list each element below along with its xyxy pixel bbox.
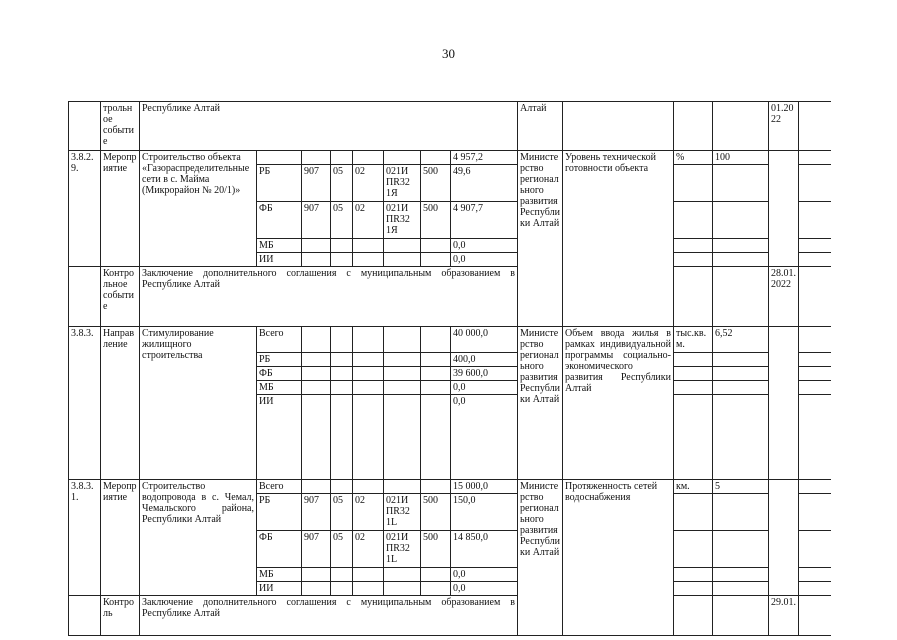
- cell-unit: [674, 531, 713, 568]
- cell-indicator: Протяженность сетей водоснабжения: [563, 480, 674, 636]
- cell-value: 6,52: [713, 327, 769, 353]
- cell-note: [799, 395, 832, 480]
- cell-unit: [674, 395, 713, 480]
- cell-unit: [674, 165, 713, 202]
- table-row: [69, 327, 832, 353]
- cell-value: [713, 494, 769, 531]
- cell-note: [799, 267, 832, 327]
- cell-note: [799, 353, 832, 367]
- cell-grbs: [302, 151, 331, 165]
- cell-src: Всего: [257, 480, 302, 494]
- cell-rz: [331, 239, 353, 253]
- table-row: [69, 151, 832, 165]
- cell-date: 28.01.2022: [769, 267, 799, 327]
- cell-src: ФБ: [257, 531, 302, 568]
- cell-vr: [421, 480, 451, 494]
- cell-unit: [674, 596, 713, 636]
- cell-num: 3.8.3.1.: [69, 480, 101, 596]
- cell-note: [799, 165, 832, 202]
- cell-src: РБ: [257, 165, 302, 202]
- cell-note: [799, 367, 832, 381]
- cell-vr: [421, 582, 451, 596]
- cell-note: [799, 239, 832, 253]
- table-row: [69, 596, 832, 636]
- cell-rz: [331, 367, 353, 381]
- cell-rz: 05: [331, 531, 353, 568]
- cell-rz: [331, 327, 353, 353]
- cell-type: трольное событие: [101, 102, 140, 151]
- cell-type: Мероприятие: [101, 151, 140, 267]
- cell-pr: [353, 327, 384, 353]
- cell-amount: 400,0: [451, 353, 518, 367]
- cell-grbs: 907: [302, 202, 331, 239]
- cell-unit: %: [674, 151, 713, 165]
- cell-pr: 02: [353, 202, 384, 239]
- cell-type: Контроль: [101, 596, 140, 636]
- cell-amount: 0,0: [451, 395, 518, 480]
- cell-date: [769, 151, 799, 267]
- cell-name: Строительство водопровода в с. Чемал, Чемальского района, Республики Алтай: [140, 480, 257, 596]
- cell-name: Республике Алтай: [140, 102, 518, 151]
- cell-pr: [353, 367, 384, 381]
- cell-value: [713, 367, 769, 381]
- cell-csr: [384, 151, 421, 165]
- cell-amount: 49,6: [451, 165, 518, 202]
- cell-value: [713, 239, 769, 253]
- cell-vr: 500: [421, 202, 451, 239]
- cell-rz: 05: [331, 165, 353, 202]
- cell-src: ИИ: [257, 582, 302, 596]
- cell-unit: [674, 367, 713, 381]
- cell-rz: [331, 582, 353, 596]
- cell-rz: [331, 480, 353, 494]
- cell-rz: [331, 353, 353, 367]
- cell-unit: [674, 102, 713, 151]
- cell-value: [713, 267, 769, 327]
- cell-pr: 02: [353, 494, 384, 531]
- cell-amount: 14 850,0: [451, 531, 518, 568]
- cell-src: ИИ: [257, 395, 302, 480]
- cell-src: МБ: [257, 239, 302, 253]
- cell-csr: [384, 239, 421, 253]
- cell-date: 01.2022: [769, 102, 799, 151]
- cell-src: РБ: [257, 353, 302, 367]
- cell-src: [257, 151, 302, 165]
- cell-grbs: [302, 381, 331, 395]
- cell-value: [713, 582, 769, 596]
- cell-csr: [384, 253, 421, 267]
- cell-csr: [384, 582, 421, 596]
- cell-rz: 05: [331, 202, 353, 239]
- cell-src: МБ: [257, 381, 302, 395]
- cell-note: [799, 253, 832, 267]
- cell-responsible: Министерство регионального развития Республики Алтай: [518, 327, 563, 480]
- cell-src: РБ: [257, 494, 302, 531]
- cell-grbs: [302, 367, 331, 381]
- table-row: [69, 102, 832, 151]
- cell-csr: [384, 381, 421, 395]
- cell-amount: 0,0: [451, 381, 518, 395]
- cell-vr: 500: [421, 494, 451, 531]
- cell-csr: [384, 568, 421, 582]
- cell-note: [799, 494, 832, 531]
- cell-value: [713, 381, 769, 395]
- cell-pr: 02: [353, 531, 384, 568]
- cell-amount: 0,0: [451, 253, 518, 267]
- cell-unit: [674, 381, 713, 395]
- cell-value: [713, 202, 769, 239]
- cell-value: [713, 102, 769, 151]
- cell-indicator: Объем ввода жилья в рамках индивидуальной программы социально-экономического развития Республики Алтай: [563, 327, 674, 480]
- cell-csr: [384, 395, 421, 480]
- cell-grbs: [302, 568, 331, 582]
- cell-unit: км.: [674, 480, 713, 494]
- cell-src: ФБ: [257, 367, 302, 381]
- cell-vr: [421, 239, 451, 253]
- cell-amount: 39 600,0: [451, 367, 518, 381]
- cell-pr: [353, 582, 384, 596]
- cell-amount: 4 907,7: [451, 202, 518, 239]
- cell-csr: [384, 353, 421, 367]
- cell-pr: [353, 568, 384, 582]
- cell-vr: 500: [421, 165, 451, 202]
- cell-unit: [674, 353, 713, 367]
- cell-grbs: [302, 353, 331, 367]
- cell-unit: [674, 568, 713, 582]
- cell-grbs: [302, 395, 331, 480]
- cell-name: Заключение дополнительного соглашения с муниципальным образованием в Республике Алтай: [140, 596, 518, 636]
- cell-src: МБ: [257, 568, 302, 582]
- cell-rz: [331, 253, 353, 267]
- cell-note: [799, 102, 832, 151]
- cell-grbs: 907: [302, 531, 331, 568]
- cell-note: [799, 151, 832, 165]
- cell-num: [69, 267, 101, 327]
- cell-src: ИИ: [257, 253, 302, 267]
- cell-pr: [353, 239, 384, 253]
- cell-value: [713, 596, 769, 636]
- page-number: 30: [442, 46, 455, 61]
- cell-name: Заключение дополнительного соглашения с муниципальным образованием в Республике Алтай: [140, 267, 518, 327]
- cell-csr: 021И ПR32 1Я: [384, 202, 421, 239]
- cell-grbs: [302, 582, 331, 596]
- cell-csr: 021И ПR32 1L: [384, 531, 421, 568]
- cell-date: [769, 480, 799, 596]
- cell-pr: [353, 353, 384, 367]
- cell-grbs: [302, 239, 331, 253]
- cell-note: [799, 381, 832, 395]
- cell-value: 5: [713, 480, 769, 494]
- cell-num: 3.8.2.9.: [69, 151, 101, 267]
- cell-name: Строительство объекта «Газораспределительные сети в с. Майма (Микрорайон № 20/1)»: [140, 151, 257, 267]
- program-table: [68, 101, 831, 636]
- cell-csr: [384, 327, 421, 353]
- cell-num: 3.8.3.: [69, 327, 101, 480]
- cell-amount: 15 000,0: [451, 480, 518, 494]
- cell-rz: 05: [331, 494, 353, 531]
- cell-rz: [331, 568, 353, 582]
- cell-type: Мероприятие: [101, 480, 140, 596]
- cell-unit: [674, 582, 713, 596]
- cell-rz: [331, 395, 353, 480]
- cell-unit: [674, 494, 713, 531]
- cell-value: [713, 531, 769, 568]
- cell-responsible: Министерство регионального развития Республики Алтай: [518, 480, 563, 636]
- cell-note: [799, 202, 832, 239]
- cell-note: [799, 582, 832, 596]
- cell-grbs: [302, 253, 331, 267]
- cell-unit: [674, 267, 713, 327]
- program-table-container: [68, 101, 831, 640]
- cell-grbs: [302, 327, 331, 353]
- cell-unit: [674, 239, 713, 253]
- cell-note: [799, 327, 832, 353]
- cell-amount: 0,0: [451, 582, 518, 596]
- cell-type: Направление: [101, 327, 140, 480]
- cell-amount: 150,0: [451, 494, 518, 531]
- cell-note: [799, 568, 832, 582]
- cell-vr: [421, 568, 451, 582]
- cell-date: 29.01.: [769, 596, 799, 636]
- cell-vr: [421, 353, 451, 367]
- cell-date: [769, 327, 799, 480]
- cell-csr: 021И ПR32 1Я: [384, 165, 421, 202]
- cell-pr: 02: [353, 165, 384, 202]
- cell-vr: 500: [421, 531, 451, 568]
- cell-pr: [353, 253, 384, 267]
- cell-value: [713, 568, 769, 582]
- cell-rz: [331, 381, 353, 395]
- cell-note: [799, 480, 832, 494]
- cell-pr: [353, 381, 384, 395]
- cell-amount: 4 957,2: [451, 151, 518, 165]
- cell-note: [799, 531, 832, 568]
- cell-src: Всего: [257, 327, 302, 353]
- cell-note: [799, 596, 832, 636]
- cell-num: [69, 102, 101, 151]
- table-row: [69, 267, 832, 327]
- cell-pr: [353, 480, 384, 494]
- cell-pr: [353, 151, 384, 165]
- cell-pr: [353, 395, 384, 480]
- cell-vr: [421, 367, 451, 381]
- cell-vr: [421, 395, 451, 480]
- cell-unit: [674, 202, 713, 239]
- cell-vr: [421, 327, 451, 353]
- cell-vr: [421, 381, 451, 395]
- cell-rz: [331, 151, 353, 165]
- cell-unit: [674, 253, 713, 267]
- cell-value: [713, 253, 769, 267]
- cell-grbs: 907: [302, 165, 331, 202]
- cell-csr: [384, 480, 421, 494]
- cell-csr: 021И ПR32 1L: [384, 494, 421, 531]
- cell-value: [713, 165, 769, 202]
- cell-unit: тыс.кв.м.: [674, 327, 713, 353]
- cell-responsible: Алтай: [518, 102, 563, 151]
- cell-num: [69, 596, 101, 636]
- cell-amount: 0,0: [451, 239, 518, 253]
- cell-responsible: Министерство регионального развития Республики Алтай: [518, 151, 563, 327]
- cell-amount: 40 000,0: [451, 327, 518, 353]
- cell-vr: [421, 151, 451, 165]
- cell-value: [713, 353, 769, 367]
- cell-value: 100: [713, 151, 769, 165]
- cell-src: ФБ: [257, 202, 302, 239]
- cell-amount: 0,0: [451, 568, 518, 582]
- cell-csr: [384, 367, 421, 381]
- cell-indicator: Уровень технической готовности объекта: [563, 151, 674, 327]
- cell-type: Контрольное событие: [101, 267, 140, 327]
- table-row: [69, 480, 832, 494]
- cell-name: Стимулирование жилищного строительства: [140, 327, 257, 480]
- cell-vr: [421, 253, 451, 267]
- cell-grbs: 907: [302, 494, 331, 531]
- cell-indicator: [563, 102, 674, 151]
- cell-value: [713, 395, 769, 480]
- cell-grbs: [302, 480, 331, 494]
